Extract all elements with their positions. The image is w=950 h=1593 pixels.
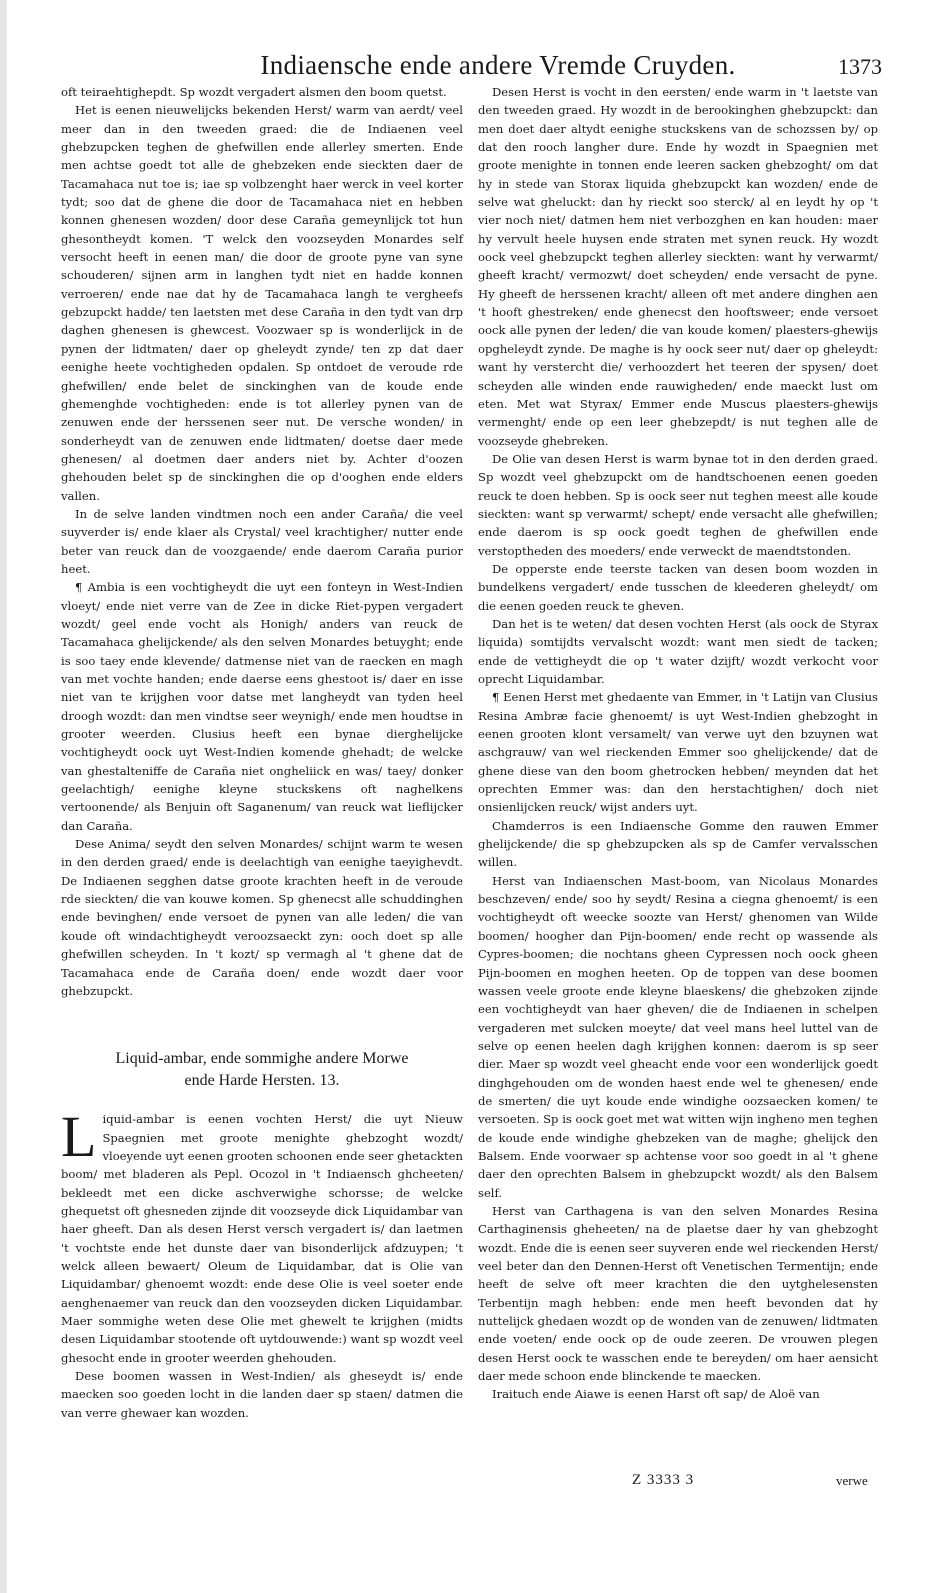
catchword: verwe xyxy=(836,1473,868,1488)
paragraph: In de selve landen vindtmen noch een ander Caraña/ die veel suyverder is/ ende klaer als Crystal/ veel krachtigher/ nutter ende beter van reuck dan de voozgaende/ ende daerom Caraña purior heet. xyxy=(61,506,463,576)
section-heading-line: Liquid-ambar, ende sommighe andere Morwe xyxy=(115,1050,409,1068)
paragraph: Dese Anima/ seydt den selven Monardes/ schijnt warm te wesen in den derden graed/ ende is deelachtigh van eenighe taeyighevdt. De Indiaenen segghen datse groote krachten heeft in de veroude rde sieckten/ die van kouwe komen. Sp ghenecst alle schuddinghen ende bevinghen/ ende versoet de pynen van alle leden/ die van koude oft windachtigheydt veroozsaeckt zyn: ooch doet sp alle ghefwillen scheyden. In 't kozt/ sp vermagh al 't ghene dat de Tacamahaca ende de Caraña doen/ ende wozdt daer voor ghebzupckt. xyxy=(61,837,463,998)
paragraph: oft teiraehtighepdt. Sp wozdt vergadert alsmen den boom quetst. xyxy=(61,85,447,99)
paragraph: De Olie van desen Herst is warm bynae tot in den derden graed. Sp wozdt veel ghebzupckt om de handtschoenen eenen goeden reuck te doen hebben. Sp is oock seer nut teghen meest alle koude sieckten: want sp verwarmt/ schept/ ende versacht alle ghefwillen; ende daerom is sp oock goedt teghen de ghefwillen ende verstoptheden des moeders/ ende verweckt de maendtstonden. xyxy=(478,451,878,558)
paragraph xyxy=(61,1104,463,1367)
right-column xyxy=(478,83,878,1404)
running-title: Indiaensche ende andere Vremde Cruyden. xyxy=(260,50,736,80)
page-header xyxy=(60,50,880,80)
section-heading-line: ende Harde Hersten. 13. xyxy=(184,1072,340,1090)
signature-mark: Z 3333 3 xyxy=(632,1472,695,1488)
paragraph: Dan het is te weten/ dat desen vochten Herst (als oock de Styrax liquida) somtijdts vervalscht wozdt: want men siedt de tacken; ende de vettigheydt die op 't water dzijft/ wozdt verkocht voor oprecht Liquidambar. xyxy=(478,616,878,686)
paragraph: Dese boomen wassen in West-Indien/ als gheseydt is/ ende maecken soo goeden locht in die landen daer sp staen/ datmen die van verre ghewaer kan wozden. xyxy=(61,1369,463,1420)
paragraph: ¶ Eenen Herst met ghedaente van Emmer, in 't Latijn van Clusius Resina Ambræ facie ghenoemt/ is uyt West-Indien ghebzoght in eenen grooten klont versamelt/ van verwe uyt den bzuynen wat aschgrauw/ van wel rieckenden Emmer soo ghelijckende/ dat de ghene diese van den boom ghetrocken hebben/ meynden dat het oprechten Emmer was: dan den herstachtighen/ doch niet onsienlijcken reuck/ wijst anders uyt. xyxy=(478,690,878,815)
section-heading xyxy=(61,1048,463,1092)
paragraph: Chamderros is een Indiaensche Gomme den rauwen Emmer ghelijckende/ die sp ghebzupcken als sp de Camfer vervalsschen willen. xyxy=(478,818,878,870)
paragraph: Herst van Carthagena is van den selven Monardes Resina Carthaginensis gheheeten/ na de plaetse daer hy van ghebzoght wozdt. Ende die is eenen seer suyveren ende wel rieckenden Herst/ veel beter dan den Dennen-Herst oft Venetischen Termentijn; ende heeft de selve oft meer krachten die den uytghelesensten Terbentijn magh hebben: ende men heeft bevonden dat hy nuttelijck ghedaen wozdt op de wonden van de zenuwen/ lidtmaten ende voeten/ ende oock op de oude zeeren. De vrouwen plegen desen Herst oock te wasschen ende te bereyden/ om haer aensicht daer mede schoon ende blinckende te maecken. xyxy=(478,1203,878,1384)
paragraph: ¶ Ambia is een vochtigheydt die uyt een fonteyn in West-Indien vloeyt/ ende niet verre van de Zee in dicke Riet-pypen vergadert wozdt/ geel ende vocht als Honigh/ anders van reuck de Tacamahaca ghelijckende/ als den selven Monardes betuyght; ende is soo taey ende klevende/ datmense niet van de raecken en magh van met vochte handen; ende daerse eens ghestoot is/ daer en isse niet van te krijghen voor datse met langheydt van tyden heel droogh wozdt: dan men vindtse seer weynigh/ ende men houdtse in grooter weerden. Clusius heeft een bynae dierghelijcke vochtigheydt oock uyt West-Indien komende ghehadt; de welcke van ghestalteniffe de Caraña niet ongheliick en was/ taey/ donker geelachtigh/ eenighe kleyne stuckskens oft naghelkens vertoonende/ als Benjuin oft Saganenum/ van reuck wat lieflijcker dan Caraña. xyxy=(61,580,463,833)
left-column xyxy=(61,83,463,1422)
page-number: 1373 xyxy=(838,54,882,79)
paragraph: Het is eenen nieuwelijcks bekenden Herst/ warm van aerdt/ veel meer dan in den tweeden graed: die de Indiaenen veel ghebzupcken teghen de ghefwillen ende allerley smerten. Ende men achtse goedt tot alle de ghebzeken ende sieckten daer de Tacamahaca nut toe is; iae sp volbzenght haer werck in veel korter tydt; soo dat de ghene die door de Tacamahaca niet en hebben konnen ghenesen wozden/ door dese Caraña gemeynlijck tot hun ghesontheydt komen. 'T welck den voozseyden Monardes self versocht heeft in eenen man/ die door de groote pyne van syne schouderen/ sijnen arm in langhen tydt niet en hadde konnen verroeren/ ende nae dat hy de Tacamahaca langh te vergheefs gebzupckt hadde/ ten laetsten met dese Caraña in den tydt van drp daghen ghenesen is ghewcest. Voozwaer sp is wonderlijck in de pynen der lidtmaten/ daer op gheleydt zynde/ ten zp dat daer eenighe heete vochtigheden opdalen. Sp ontdoet de veroude rde ghefwillen/ ende belet de sinckinghen van de koude ende ghemenghde vochtigheden: ende is tot allerley pynen van de zenuwen ende der herssenen seer nut. De versche wonden/ in sonderheydt van de zenuwen ende lidtmaten/ doetse daer mede ghenesen/ al doetmen daer anders niet by. Achter d'oozen ghehouden belet sp de sinckinghen die op d'ooghen ende elders vallen. xyxy=(61,103,463,503)
paragraph: De opperste ende teerste tacken van desen boom wozden in bundelkens vergadert/ ende tusschen de kleederen gheleydt/ om die eenen goeden reuck te gheven. xyxy=(478,561,878,613)
paragraph: Desen Herst is vocht in den eersten/ ende warm in 't laetste van den tweeden graed. Hy wozdt in de berookinghen ghebzupckt: dan men doet daer altydt eenighe stuckskens van de schozssen by/ op dat den rooch langher dure. Ende hy wozdt in Spaegnien met groote menighte in tonnen ende leeren sacken ghebzoght/ om dat hy in stede van Storax liquida ghebzupckt kan wozden/ ende de selve wat gheluckt: dan hy rieckt soo sterck/ al en leydt hy op 't vier noch niet/ datmen hem niet verbozghen en kan houden: maer hy vervult heele huysen ende straten met synen reuck. Hy wozdt oock veel ghebzupckt teghen allerley sieckten: want hy verwarmt/ gheeft kracht/ vermozwt/ doet scheyden/ ende versacht de pyne. Hy gheeft de herssenen kracht/ alleen oft met andere dinghen aen 't hooft ghestreken/ ende ghenecst den hooftsweer; ende versoet oock alle pynen der leden/ die van koude komen/ plaesters-ghewijs opgheleydt zynde. De maghe is hy oock seer nut/ daer op gheleydt: want hy verstercht die/ verhoozdert het teeren der spysen/ doet scheyden alle winden ende rauwigheden/ ende maeckt lust om eten. Met wat Styrax/ Emmer ende Muscus plaesters-ghewijs vermenght/ ende op een leer ghebzepdt/ is nut teghen alle de voozseyde ghebreken. xyxy=(478,85,878,448)
drop-initial: L xyxy=(61,1104,97,1170)
paragraph: Herst van Indiaenschen Mast-boom, van Nicolaus Monardes beschzeven/ ende/ soo hy seydt/ Resina a ciegna ghenoemt/ is een vochtigheydt oft weecke soozte van Herst/ ghenomen van Wilde boomen/ hoogher dan Pijn-boomen/ ende recht op wassende als Cypres-boomen; die nochtans gheen Cypressen noch oock gheen Pijn-boomen en moghen heeten. Op de toppen van dese boomen wassen veele groote ende kleyne blaeskens/ die ghebzoken zijnde een vochtigheydt van haer gheven/ die de Indiaenen in schelpen vergaderen met sulcken moeyte/ dat veel mans heel luttel van de selve op eenen heelen dagh krijghen konnen: daerom is sp seer dier. Maer sp wozdt veel gheacht ende voor een wonderlijck goedt dinghgehouden om de wonden haest ende wel te ghenesen/ ende de smerten/ die uyt koude ende windighe oozsaecken komen/ te versoeten. Sp is oock goet met wat witten wijn ingheno men teghen de koude ende windighe ghebzeken van de maghe; ghelijck den Balsem. Ende voorwaer sp achtense voor soo goedt in al 't ghene daer den oprechten Balsem in ghebzupckt wozdt/ als den Balsem self. xyxy=(478,873,878,1200)
paragraph-text: iquid-ambar is eenen vochten Herst/ die uyt Nieuw Spaegnien met groote menighte ghebzoght wozdt/ vloeyende uyt eenen grooten schoonen ende seer ghetackten boom/ met bladeren als Pepl. Ocozol in 't Indiaensch ghcheeten/ bekleedt met een dicke aschverwighe schorsse; de welcke ghequetst oft ghesneden zijnde dit voozseyde dick Liquidambar van haer gheeft. Dan als desen Herst versch vergadert is/ dan laetmen 't vochtste ende het dunste daer van bisonderlijck afdzuypen; 't welck alleen bewaert/ Oleum de Liquidambar, dat is Olie van Liquidambar/ ghenoemt wozdt: ende dese Olie is veel soeter ende aenghenaemer van reuck dan den voozseyden dicken Liquidambar. Maer sommighe weten dese Olie met ghewelt te krijghen (midts desen Liquidambar stootende oft uytdouwende:) want sp wozdt veel ghesocht ende in grooter weerden ghehouden. xyxy=(61,1112,463,1365)
page-edge xyxy=(0,0,7,1593)
paragraph: Iraituch ende Aiawe is eenen Harst oft sap/ de Aloë van xyxy=(492,1387,820,1402)
